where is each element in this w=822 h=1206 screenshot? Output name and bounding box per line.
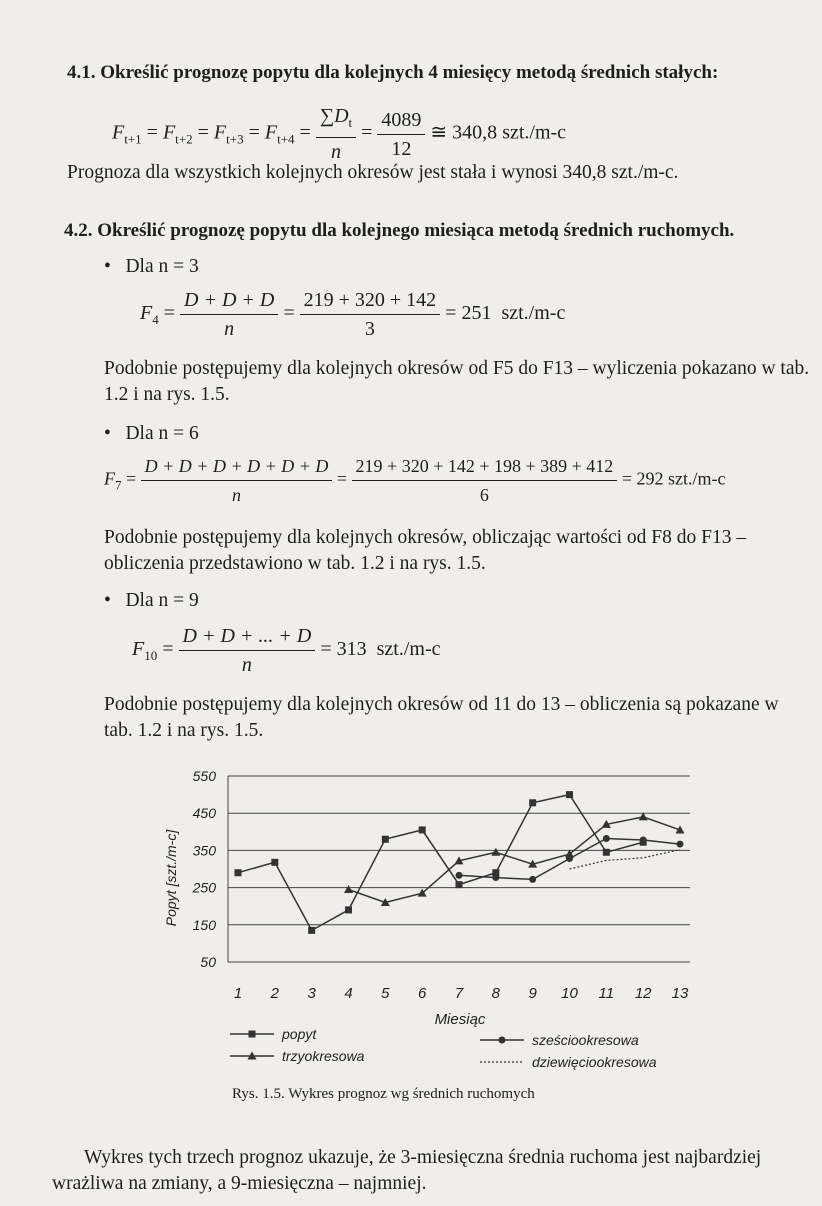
point-popyt-2 xyxy=(271,859,278,866)
figure-caption: Rys. 1.5. Wykres prognoz wg średnich ruchomych xyxy=(232,1086,535,1102)
x-axis-label: Miesiąc xyxy=(434,1011,486,1028)
y-tick-150: 150 xyxy=(192,916,216,933)
section-4-2-heading: 4.2. Określić prognozę popytu dla kolejnego miesiąca metodą średnich ruchomych. xyxy=(64,220,735,241)
point-popyt-7 xyxy=(456,881,463,888)
x-tick-2: 2 xyxy=(270,985,280,1002)
point-popyt-5 xyxy=(382,836,389,843)
point-sześciookresowa-12 xyxy=(640,836,647,843)
chart-legend xyxy=(230,1026,657,1070)
y-axis-label: Popyt [szt./m-c] xyxy=(163,829,179,927)
x-tick-6: 6 xyxy=(417,985,427,1002)
line-dziewięciookresowa xyxy=(570,850,681,869)
series-popyt xyxy=(235,791,647,934)
paragraph-n6: Podobnie postępujemy dla kolejnych okresów, obliczając wartości od F8 do F13 – obliczenia przedstawiono w tab. 1.2 i na rys. 1.5. xyxy=(104,527,747,574)
bullet-n6: • Dla n = 6 xyxy=(104,423,199,444)
legend-label-trzyokresowa: trzyokresowa xyxy=(282,1048,365,1064)
legend-item-popyt xyxy=(230,1026,317,1042)
x-tick-3: 3 xyxy=(307,985,316,1002)
y-tick-450: 450 xyxy=(192,805,216,822)
legend-label-sześciookresowa: sześciookresowa xyxy=(532,1032,639,1048)
bullet-n3: • Dla n = 3 xyxy=(104,256,199,277)
y-tick-labels xyxy=(192,768,217,970)
x-tick-1: 1 xyxy=(233,985,243,1002)
x-tick-13: 13 xyxy=(671,985,689,1002)
bullet-n9: • Dla n = 9 xyxy=(104,590,199,611)
point-sześciookresowa-8 xyxy=(492,874,499,881)
line-trzyokresowa xyxy=(349,817,681,903)
point-popyt-9 xyxy=(529,799,536,806)
point-popyt-4 xyxy=(345,906,352,913)
point-sześciookresowa-10 xyxy=(566,855,573,862)
forecast-line-chart xyxy=(150,762,710,1082)
x-tick-9: 9 xyxy=(528,985,537,1002)
chart-grid xyxy=(228,776,690,962)
equation-n6: $F_7$ = $\frac{D + D + D + D + D + D}{n}$ = $\frac{219 + 320 + 142 + 198 + 389 + 412}{6}$ = 292 szt./m-c xyxy=(104,452,725,509)
y-tick-550: 550 xyxy=(192,768,216,784)
section-4-1-heading: 4.1. Określić prognozę popytu dla kolejnych 4 miesięcy metodą średnich stałych: xyxy=(67,62,719,83)
line-popyt xyxy=(238,795,643,931)
point-sześciookresowa-11 xyxy=(603,835,610,842)
x-tick-5: 5 xyxy=(381,985,390,1002)
equation-n9: $F_{10}$ = $\frac{D + D + ... + D}{n}$ = 313 szt./m-c xyxy=(132,622,440,679)
x-tick-4: 4 xyxy=(344,985,353,1002)
section-4-1-conclusion: Prognoza dla wszystkich kolejnych okresów jest stała i wynosi 340,8 szt./m-c. xyxy=(67,162,679,183)
point-popyt-1 xyxy=(235,869,242,876)
series-trzyokresowa xyxy=(344,812,685,906)
legend-label-dziewięciookresowa: dziewięciookresowa xyxy=(532,1054,657,1070)
paragraph-n9: Podobnie postępujemy dla kolejnych okresów od 11 do 13 – obliczenia są pokazane w tab. 1.2 i na rys. 1.5. xyxy=(104,694,779,741)
point-trzyokresowa-4 xyxy=(344,885,353,893)
x-tick-11: 11 xyxy=(598,985,615,1002)
y-tick-50: 50 xyxy=(200,954,216,970)
legend-item-trzyokresowa xyxy=(230,1048,365,1064)
legend-marker-popyt xyxy=(249,1031,256,1038)
legend-item-dziewięciookresowa xyxy=(480,1054,657,1070)
chart-series xyxy=(235,791,685,934)
series-dziewięciookresowa xyxy=(570,850,681,869)
legend-label-popyt: popyt xyxy=(282,1026,317,1042)
x-tick-12: 12 xyxy=(634,985,652,1002)
point-sześciookresowa-9 xyxy=(529,876,536,883)
equation-n3: $F_4$ = $\frac{D + D + D}{n}$ = $\frac{219 + 320 + 142}{3}$ = 251 szt./m-c xyxy=(140,286,565,343)
x-tick-10: 10 xyxy=(561,985,578,1002)
point-popyt-11 xyxy=(603,849,610,856)
legend-marker-sześciookresowa xyxy=(499,1037,506,1044)
y-tick-250: 250 xyxy=(192,879,216,896)
point-sześciookresowa-13 xyxy=(677,841,684,848)
point-popyt-10 xyxy=(566,791,573,798)
point-popyt-3 xyxy=(308,927,315,934)
x-tick-7: 7 xyxy=(454,985,464,1002)
paragraph-n3: Podobnie postępujemy dla kolejnych okresów od F5 do F13 – wyliczenia pokazano w tab. 1.2 i na rys. 1.5. xyxy=(104,358,810,405)
x-tick-labels xyxy=(234,985,689,1002)
series-sześciookresowa xyxy=(456,835,684,883)
point-popyt-6 xyxy=(419,826,426,833)
x-tick-8: 8 xyxy=(491,985,501,1002)
equation-4-1: $F_{t+1} = F_{t+2} = F_{t+3} = F_{t+4}$ = $\frac{\sum D_t}{n}$ = $\frac{4089}{12}$ ≅ 340,8 szt./m-c xyxy=(112,102,566,166)
point-trzyokresowa-8 xyxy=(491,848,500,856)
point-sześciookresowa-7 xyxy=(456,872,463,879)
y-tick-350: 350 xyxy=(192,842,216,859)
final-paragraph: Wykres tych trzech prognoz ukazuje, że 3-miesięczna średnia ruchoma jest najbardziej wrażliwa na zmiany, a 9-miesięczna – najmniej. xyxy=(52,1147,762,1194)
legend-item-sześciookresowa xyxy=(480,1032,639,1048)
